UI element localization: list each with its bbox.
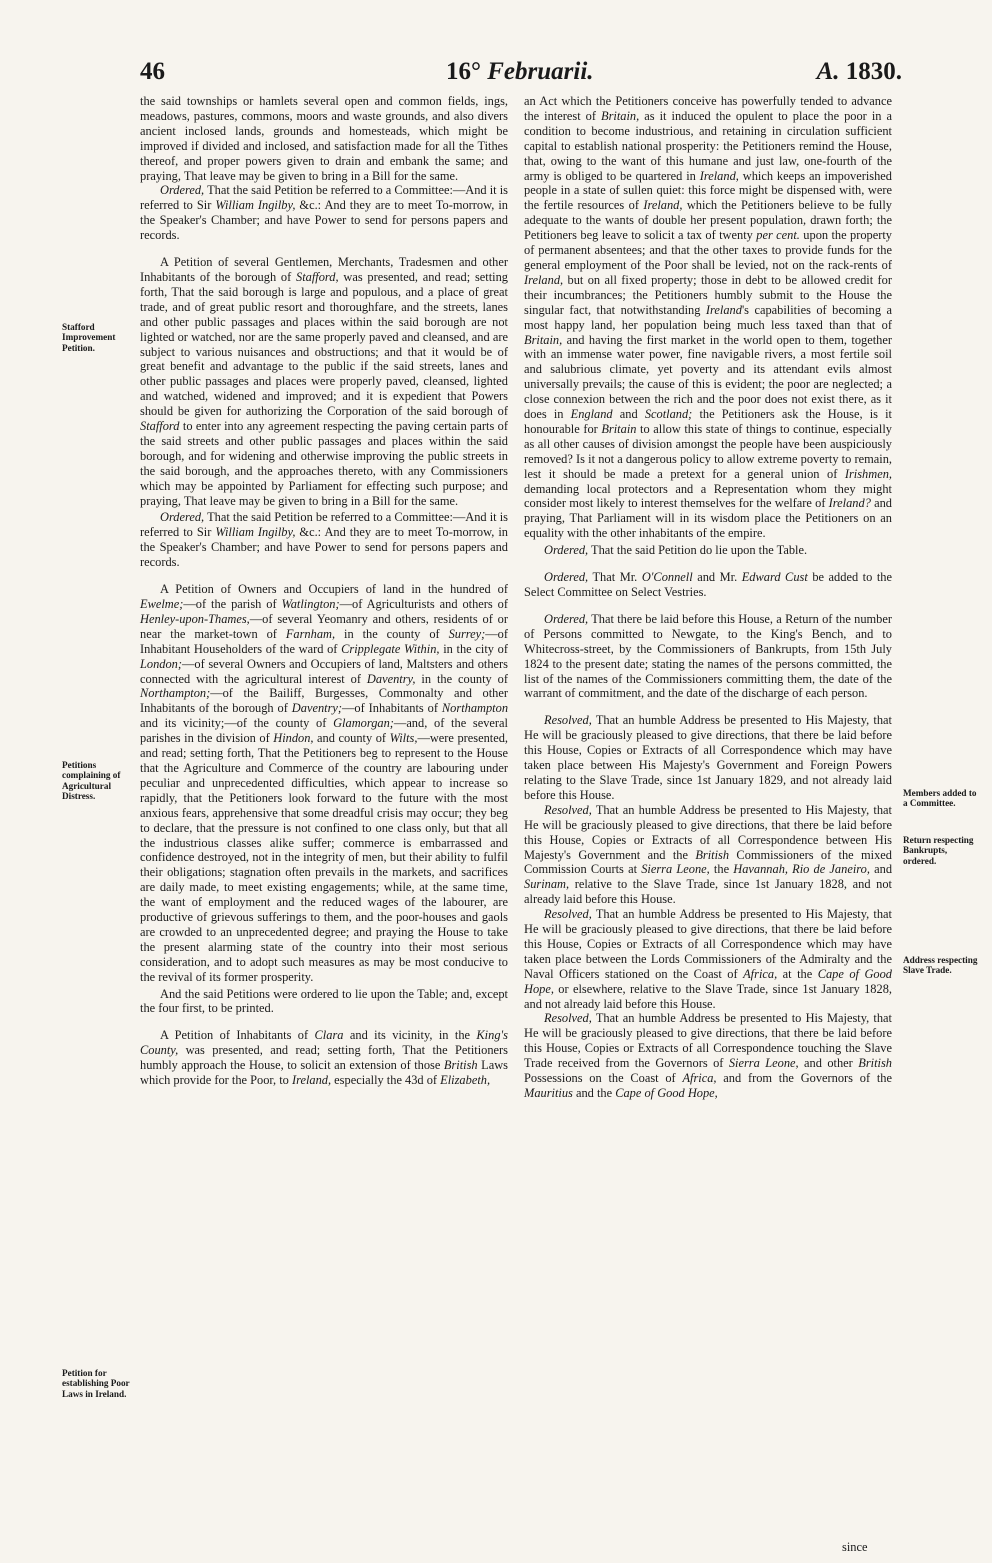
page-number: 46 [140,58,165,85]
paragraph-ordered-lie-table: Ordered, That the said Petition do lie upon the Table. [544,543,808,558]
paragraph-return-bankrupts: Ordered, That there be laid before this House, a Return of the number of Persons committed to Newgate, to the King's Bench, and to Whitecross-street, by the Commissioners of Bankrupts, from 15th July 1824 to the present date; stating the names of the persons committed, the list of the names of the Commissioners committing them, the date of the warrant of commitment, and the date of the discharge of each person. [524,611,892,701]
paragraph-clara-petition: A Petition of Inhabitants of Clara and its vicinity, in the King's County, was presented, and read; setting forth, That the Petitioners humbly approach the House, to solicit an extension of those British Laws which provide for the Poor, to Ireland, especially the 43d of Elizabeth, [140,1028,508,1088]
paragraph-address-3: Resolved, That an humble Address be presented to His Majesty, that He will be graciously pleased to give directions, that there be laid before this House, Copies or Extracts of all Correspondence which may have taken place between the Lords Commissioners of the Admiralty and the Naval Officers stationed on the Coast of Africa, at the Cape of Good Hope, or elsewhere, relative to the Slave Trade, since 1st January 1828, and not already laid before this House. [524,907,892,1011]
paragraph-stafford-petition: A Petition of several Gentlemen, Merchants, Tradesmen and other Inhabitants of the borough of Stafford, was presented, and read; setting forth, That the said borough is large and populous, and a place of great trade, and of great public resort and thoroughfare, and the streets, lanes and other public passages and places within the said borough are not lighted or watched, nor are the same properly paved and cleansed, and are subject to various nuisances and obstructions; and that it would be of great benefit and advantage to the public if the said streets, lanes and other public passages and places were properly paved, cleansed, lighted and watched, widened and improved; and it is expedient that Powers should be given for authorizing the Corporation of the said borough of Stafford to enter into any agreement respecting the paving certain parts of the said streets and other public passages and places within the said borough, and for widening and otherwise improving the public streets in the said borough, and the approaches thereto, with any Commissioners which may be appointed by Parliament for effecting such purpose; and praying, That leave may be given to bring in a Bill for the same. [140,255,509,508]
catchword: since [842,1540,868,1554]
paragraph-address-2: Resolved, That an humble Address be presented to His Majesty, that He will be graciously pleased to give directions, that there be laid before this House, Copies or Extracts of all Correspondence between His Majesty's Government and the British Commissioners of the mixed Commission Courts at Sierra Leone, the Havannah, Rio de Janeiro, and Surinam, relative to the Slave Trade, since 1st January 1828, and not already laid before this House. [524,802,893,907]
paragraph-ordered-committee-1: Ordered, That the said Petition be referred to a Committee:—And it is referred to Sir William Ingilby, &c.: And they are to meet To-morrow, in the Speaker's Chamber; and have Power to send for persons papers and records. [140,183,508,243]
header-date: 16° Februarii. [446,58,594,85]
right-column [524,94,892,1101]
left-column [140,94,508,1088]
paragraph-inclosure-continued: the said townships or hamlets several open and common fields, ings, meadows, pastures, commons, moors and waste grounds, and also divers ancient inclosed lands, grounds and homesteads, which might be improved if divided and inclosed, and satisfaction made for all the Tithes thereof, and proper powers given to drain and embank the same; and praying, That leave may be given to bring in a Bill for the same. [140,94,508,183]
margin-note-return: Return respecting Bankrupts, ordered. [903,835,974,866]
paragraph-agricultural-petitions: A Petition of Owners and Occupiers of land in the hundred of Ewelme;—of the parish of Watlington;—of Agriculturists and others of Henley-upon-Thames,—of several Yeomanry and others, residents of or near the market-town of Farnham, in the county of Surrey;—of Inhabitant Householders of the ward of Cripplegate Within, in the city of London;—of several Owners and Occupiers of land, Maltsters and others connected with the agricultural interest of Daventry, in the county of Northampton;—of the Bailiff, Burgesses, Commonalty and other Inhabitants of the borough of Daventry;—of Inhabitants of Northampton and its vicinity;—of the county of Glamorgan;—and, of the several parishes in the division of Hindon, and county of Wilts,—were presented, and read; setting forth, That the Petitioners beg to represent to the House that the Agriculture and Commerce of the country are labouring under peculiar and unprecedented difficulties, which appear to increase so rapidly, that the Petitioners look forward to the future with the most anxious fears, apprehensive that some dreadful crisis may occur; they beg to declare, that the pressure is not confined to one class only, but that all the industrious classes alike suffer; commerce is embarrassed and confidence destroyed, not in the integrity of men, but their ability to fulfil their obligations; stagnation often prevails in the markets, and sacrifices are daily made, to meet existing engagements; while, at the same time, the want of employment and the reduced wages of the labourer, are productive of grievous sufferings to them, and the poor-houses and gaols are crowded to an unprecedented degree; and praying the House to take the present alarming state of the country into their most serious consideration, and to adopt such measures as may be most conducive to the revival of its former prosperity. [140,582,509,984]
page-header [140,58,902,92]
margin-note-stafford: Stafford Improvement Petition. [62,322,116,353]
header-year: A. 1830. [816,58,902,85]
margin-note-agricultural: Petitions complaining of Agricultural Distress. [62,760,121,802]
paragraph-address-1: Resolved, That an humble Address be presented to His Majesty, that He will be graciously pleased to give directions, that there be laid before this House, Copies or Extracts of all Correspondence which may have taken place between His Majesty's Government and Foreign Powers relating to the Slave Trade, since 1st January 1829, and not already laid before this House. [524,713,892,802]
paragraph-members-added: Ordered, That Mr. O'Connell and Mr. Edward Cust be added to the Select Committee on Select Vestries. [524,570,892,599]
margin-note-poor-laws: Petition for establishing Poor Laws in Ireland. [62,1368,130,1399]
margin-note-members: Members added to a Committee. [903,788,977,809]
paragraph-petitions-lie-table: And the said Petitions were ordered to lie upon the Table; and, except the four first, to be printed. [140,986,508,1016]
paragraph-clara-continued: an Act which the Petitioners conceive has powerfully tended to advance the interest of Britain, as it induced the opulent to place the poor in a condition to become industrious, and retaining in circulation sufficient capital to establish national prosperity: the Petitioners remind the House, that, owing to the want of this humane and just law, one-fourth of the army is obliged to be quartered in Ireland, which keeps an impoverished people in a state of sullen quiet: this force might be dispensed with, were the fertile resources of Ireland, which the Petitioners believe to be fully adequate to the wants of double her present population, drawn forth; the Petitioners beg leave to solicit a tax of twenty per cent. upon the property of permanent absentees; and that the other taxes to provide funds for the general employment of the Poor shall be levied, not on the rack-rents of Ireland, but on all fixed property; those in debt to be allowed credit for their incumbrances; the Petitioners humbly submit to the House the singular fact, that notwithstanding Ireland's capabilities of becoming a most happy land, her population being much less taxed than that of Britain, and having the first market in the world open to them, together with an immense water power, fine navigable rivers, a most fertile soil and salubrious climate, yet poverty and its attendant evils almost universally prevails; the cause of this is evident; the poor are neglected; a close connexion between the rich and the poor does not exist there, as it does in England and Scotland; the Petitioners ask the House, is it honourable for Britain to allow this state of things to continue, especially as all other causes of division amongst the people have been auspiciously removed? Is it not a dangerous policy to allow extreme poverty to remain, lest it should be made a pretext for a general union of Irishmen, demanding local protectors and a Representation whom they might consider most likely to interest themselves for the welfare of Ireland? and praying, That Parliament will in its wisdom place the Petitioners on an equality with the other inhabitants of the empire. [524,94,893,541]
margin-note-address: Address respecting Slave Trade. [903,955,978,976]
paragraph-address-4: Resolved, That an humble Address be presented to His Majesty, that He will be graciously pleased to give directions, that there be laid before this House, Copies or Extracts of all Correspondence touching the Slave Trade received from the Governors of Sierra Leone, and other British Possessions on the Coast of Africa, and from the Governors of the Mauritius and the Cape of Good Hope, [524,1011,892,1100]
paragraph-ordered-committee-2: Ordered, That the said Petition be referred to a Committee:—And it is referred to Sir William Ingilby, &c.: And they are to meet To-morrow, in the Speaker's Chamber; and have Power to send for persons papers and records. [140,510,508,570]
